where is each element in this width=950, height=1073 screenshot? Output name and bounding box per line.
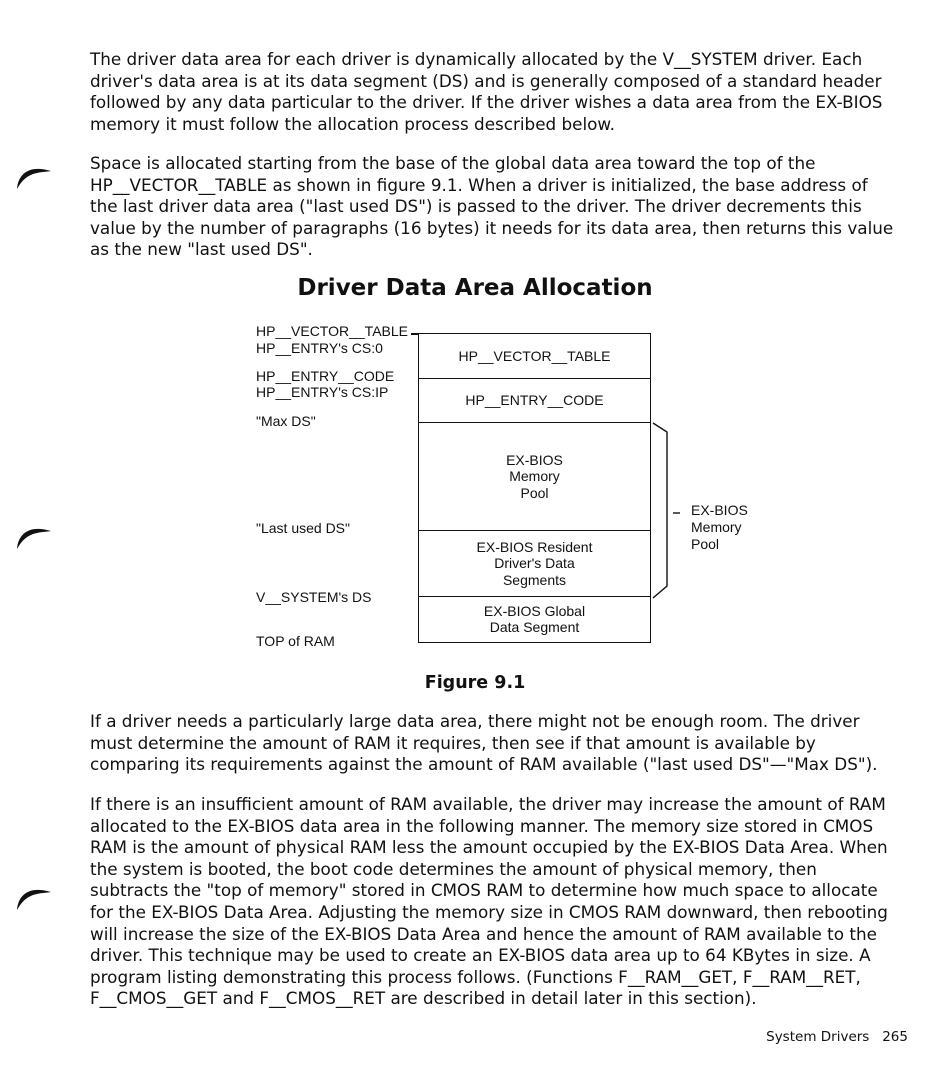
label-top-of-ram: TOP of RAM bbox=[256, 633, 335, 649]
label-max-ds: "Max DS" bbox=[256, 413, 316, 429]
change-bar-mark-icon bbox=[15, 160, 53, 190]
change-bar-mark-icon bbox=[15, 881, 53, 911]
paragraph-intro: The driver data area for each driver is dynamically allocated by the V__SYSTEM driver. Each driver's data area is at its data segment (DS) and is generally composed of a standard header followed by any data particular to the driver. If the driver wishes a data area from the EX-BIOS memory it must follow the allocation process described below. bbox=[90, 49, 883, 134]
label-vector-table: HP__VECTOR__TABLE bbox=[256, 323, 408, 339]
block-memory-pool: EX-BIOS Memory Pool bbox=[419, 423, 650, 531]
block-vector-table: HP__VECTOR__TABLE bbox=[419, 334, 650, 379]
page-number: 265 bbox=[882, 1029, 908, 1045]
label-last-used-ds: "Last used DS" bbox=[256, 520, 350, 536]
page-footer bbox=[766, 1029, 908, 1046]
paragraph-insufficient-ram: If there is an insufficient amount of RAM available, the driver may increase the amount of RAM allocated to the EX-BIOS data area in the following manner. The memory size stored in CMOS RAM is the amount of physical RAM less the amount occupied by the EX-BIOS Data Area. When the system is booted, the boot code determines the amount of physical memory, then subtracts the "top of memory" stored in CMOS RAM to determine how much space to allocate for the EX-BIOS Data Area. Adjusting the memory size in CMOS RAM downward, then rebooting will increase the size of the EX-BIOS Data Area and hence the amount of RAM available to the driver. This technique may be used to create an EX-BIOS data area up to 64 KBytes in size. A program listing demonstrating this process follows. (Functions F__RAM__GET, F__RAM__RET, F__CMOS__GET and F__CMOS__RET are described in detail later in this section). bbox=[90, 794, 888, 1009]
paragraph-large-data-area: If a driver needs a particularly large data area, there might not be enough room. The driver must determine the amount of RAM it requires, then see if that amount is available by comparing its requirements against the amount of RAM available ("last used DS"—"Max DS"). bbox=[90, 711, 878, 775]
change-bar-mark-icon bbox=[15, 520, 53, 550]
block-entry-code: HP__ENTRY__CODE bbox=[419, 379, 650, 423]
label-entry-csip: HP__ENTRY's CS:IP bbox=[256, 384, 389, 400]
diagram-title: Driver Data Area Allocation bbox=[297, 275, 653, 301]
bracket-label: EX-BIOS Memory Pool bbox=[691, 502, 748, 552]
footer-section: System Drivers bbox=[766, 1029, 870, 1045]
block-resident-driver-data: EX-BIOS Resident Driver's Data Segments bbox=[419, 531, 650, 597]
block-global-data-segment: EX-BIOS Global Data Segment bbox=[483, 602, 586, 635]
memory-map-diagram bbox=[418, 333, 651, 643]
paragraph-allocation: Space is allocated starting from the base of the global data area toward the top of the HP__VECTOR__TABLE as shown in figure 9.1. When a driver is initialized, the base address of the last driver data area ("last used DS") is passed to the driver. The driver decrements this value by the number of paragraphs (16 bytes) it needs for its data area, then returns this value as the new "last used DS". bbox=[90, 153, 894, 260]
label-entry-cs0: HP__ENTRY's CS:0 bbox=[256, 340, 383, 356]
figure-caption: Figure 9.1 bbox=[424, 673, 526, 693]
label-vsystem-ds: V__SYSTEM's DS bbox=[256, 589, 372, 605]
memory-pool-bracket bbox=[650, 418, 680, 602]
label-entry-code: HP__ENTRY__CODE bbox=[256, 368, 395, 384]
